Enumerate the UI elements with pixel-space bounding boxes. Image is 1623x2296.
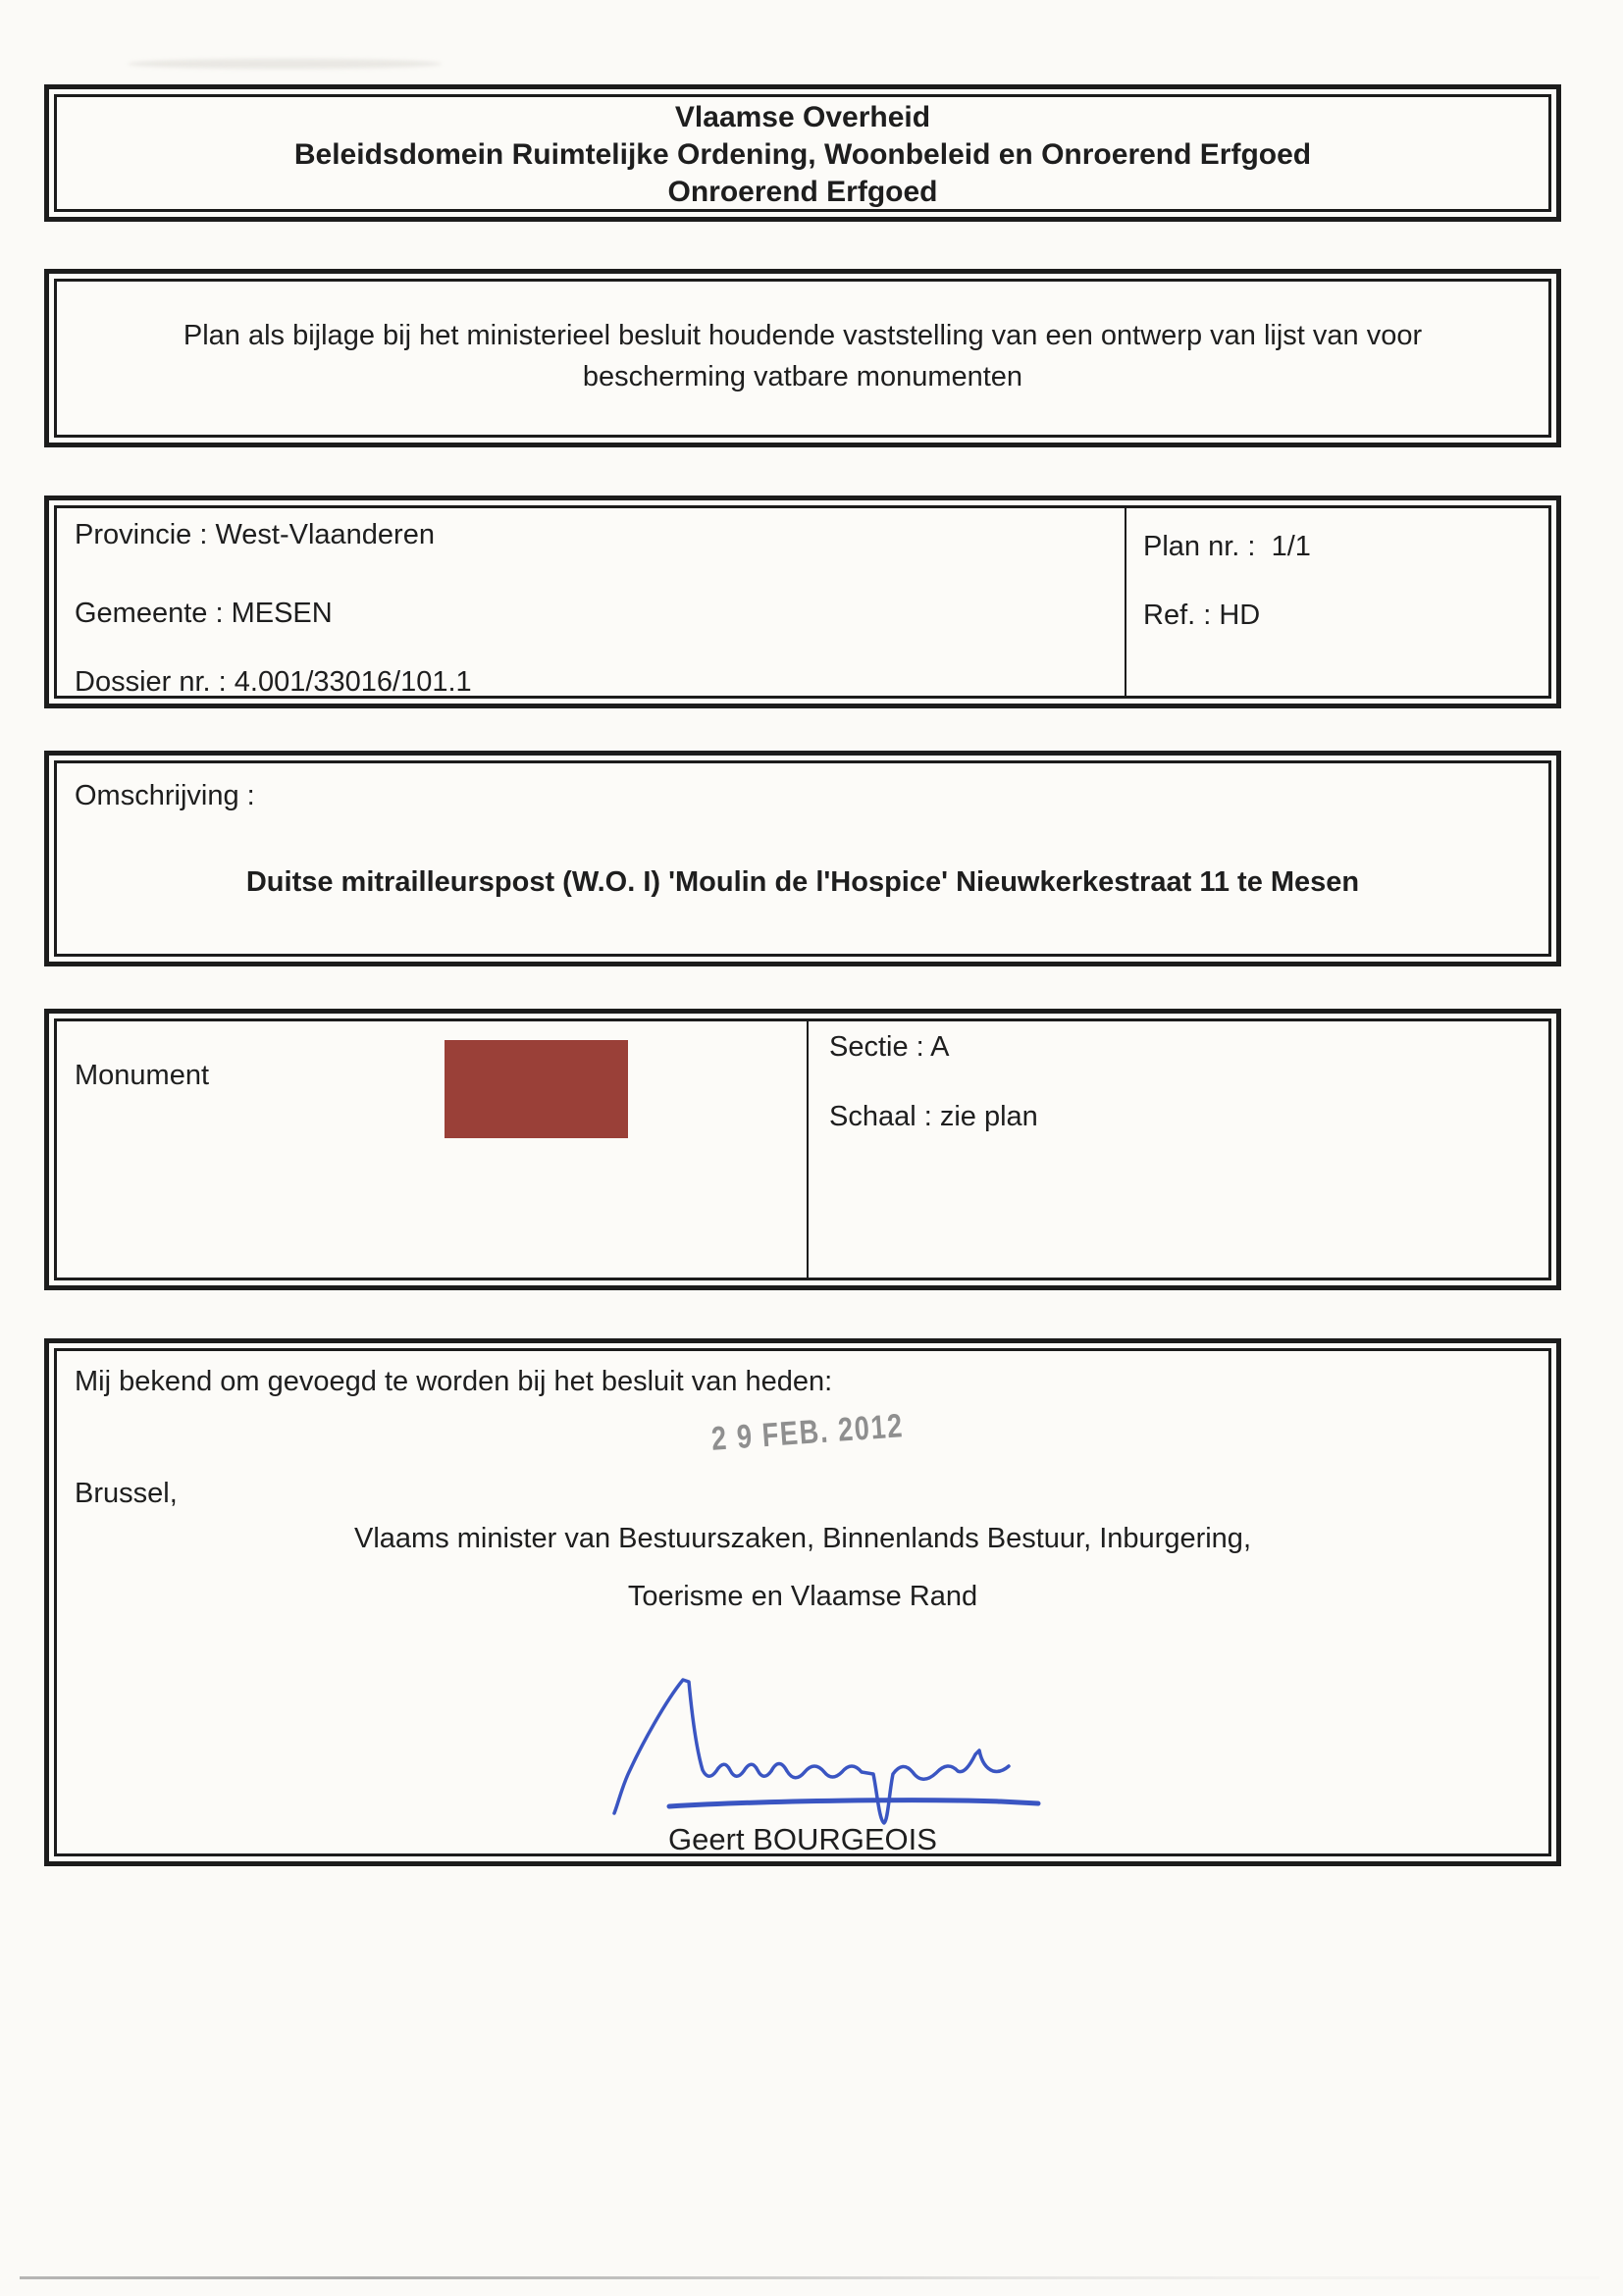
omschrijving-label: Omschrijving : xyxy=(75,780,255,811)
date-stamp: 2 9 FEB. 2012 xyxy=(709,1407,906,1458)
org-unit: Onroerend Erfgoed xyxy=(667,176,938,208)
minister-title-line2: Toerisme en Vlaamse Rand xyxy=(627,1581,978,1612)
provincie-line: Provincie : West-Vlaanderen xyxy=(75,519,435,550)
omschrijving-box-inner xyxy=(54,760,1551,957)
plan-notice-box xyxy=(44,269,1561,447)
sectie-line: Sectie : A xyxy=(829,1031,950,1063)
city-line: Brussel, xyxy=(75,1478,178,1509)
dossier-box xyxy=(44,496,1561,708)
monument-label: Monument xyxy=(75,1060,210,1091)
omschrijving-value: Duitse mitrailleurspost (W.O. I) 'Moulin de l'Hospice' Nieuwkerkestraat 11 te Mesen xyxy=(245,866,1360,898)
legend-box xyxy=(44,1009,1561,1290)
plan-notice-box-inner xyxy=(54,279,1551,438)
org-domain: Beleidsdomein Ruimtelijke Ordening, Woonbeleid en Onroerend Erfgoed xyxy=(293,138,1312,171)
signoff-box-inner xyxy=(54,1348,1551,1856)
signature-underline xyxy=(669,1800,1038,1806)
signoff-box xyxy=(44,1338,1561,1866)
column-divider xyxy=(1125,508,1126,696)
gemeente-line: Gemeente : MESEN xyxy=(75,598,333,629)
legend-column-divider xyxy=(807,1021,809,1278)
dossier-nr-line: Dossier nr. : 4.001/33016/101.1 xyxy=(75,666,472,698)
signatory-name: Geert BOURGEOIS xyxy=(668,1822,937,1856)
plan-notice-text: Plan als bijlage bij het ministerieel besluit houdende vaststelling van een ontwerp van lijst van voor bescherming vatbare monumenten xyxy=(183,320,1431,392)
minister-title-line1: Vlaams minister van Bestuurszaken, Binnenlands Bestuur, Inburgering, xyxy=(354,1523,1251,1554)
header-lines xyxy=(57,97,1548,211)
schaal-line: Schaal : zie plan xyxy=(829,1101,1038,1132)
plan-nr-line: Plan nr. : 1/1 xyxy=(1143,531,1311,562)
scan-artifact-line xyxy=(20,2276,1599,2279)
dossier-box-inner xyxy=(54,505,1551,699)
legend-box-inner xyxy=(54,1018,1551,1280)
org-name: Vlaamse Overheid xyxy=(674,101,931,133)
signature xyxy=(608,1668,1089,1830)
monument-color-swatch xyxy=(445,1040,628,1138)
header-box xyxy=(44,84,1561,222)
header-box-inner xyxy=(54,94,1551,212)
signoff-intro: Mij bekend om gevoegd te worden bij het besluit van heden: xyxy=(75,1366,833,1397)
scan-smudge xyxy=(128,59,442,69)
ref-line: Ref. : HD xyxy=(1143,600,1261,631)
omschrijving-box xyxy=(44,751,1561,966)
